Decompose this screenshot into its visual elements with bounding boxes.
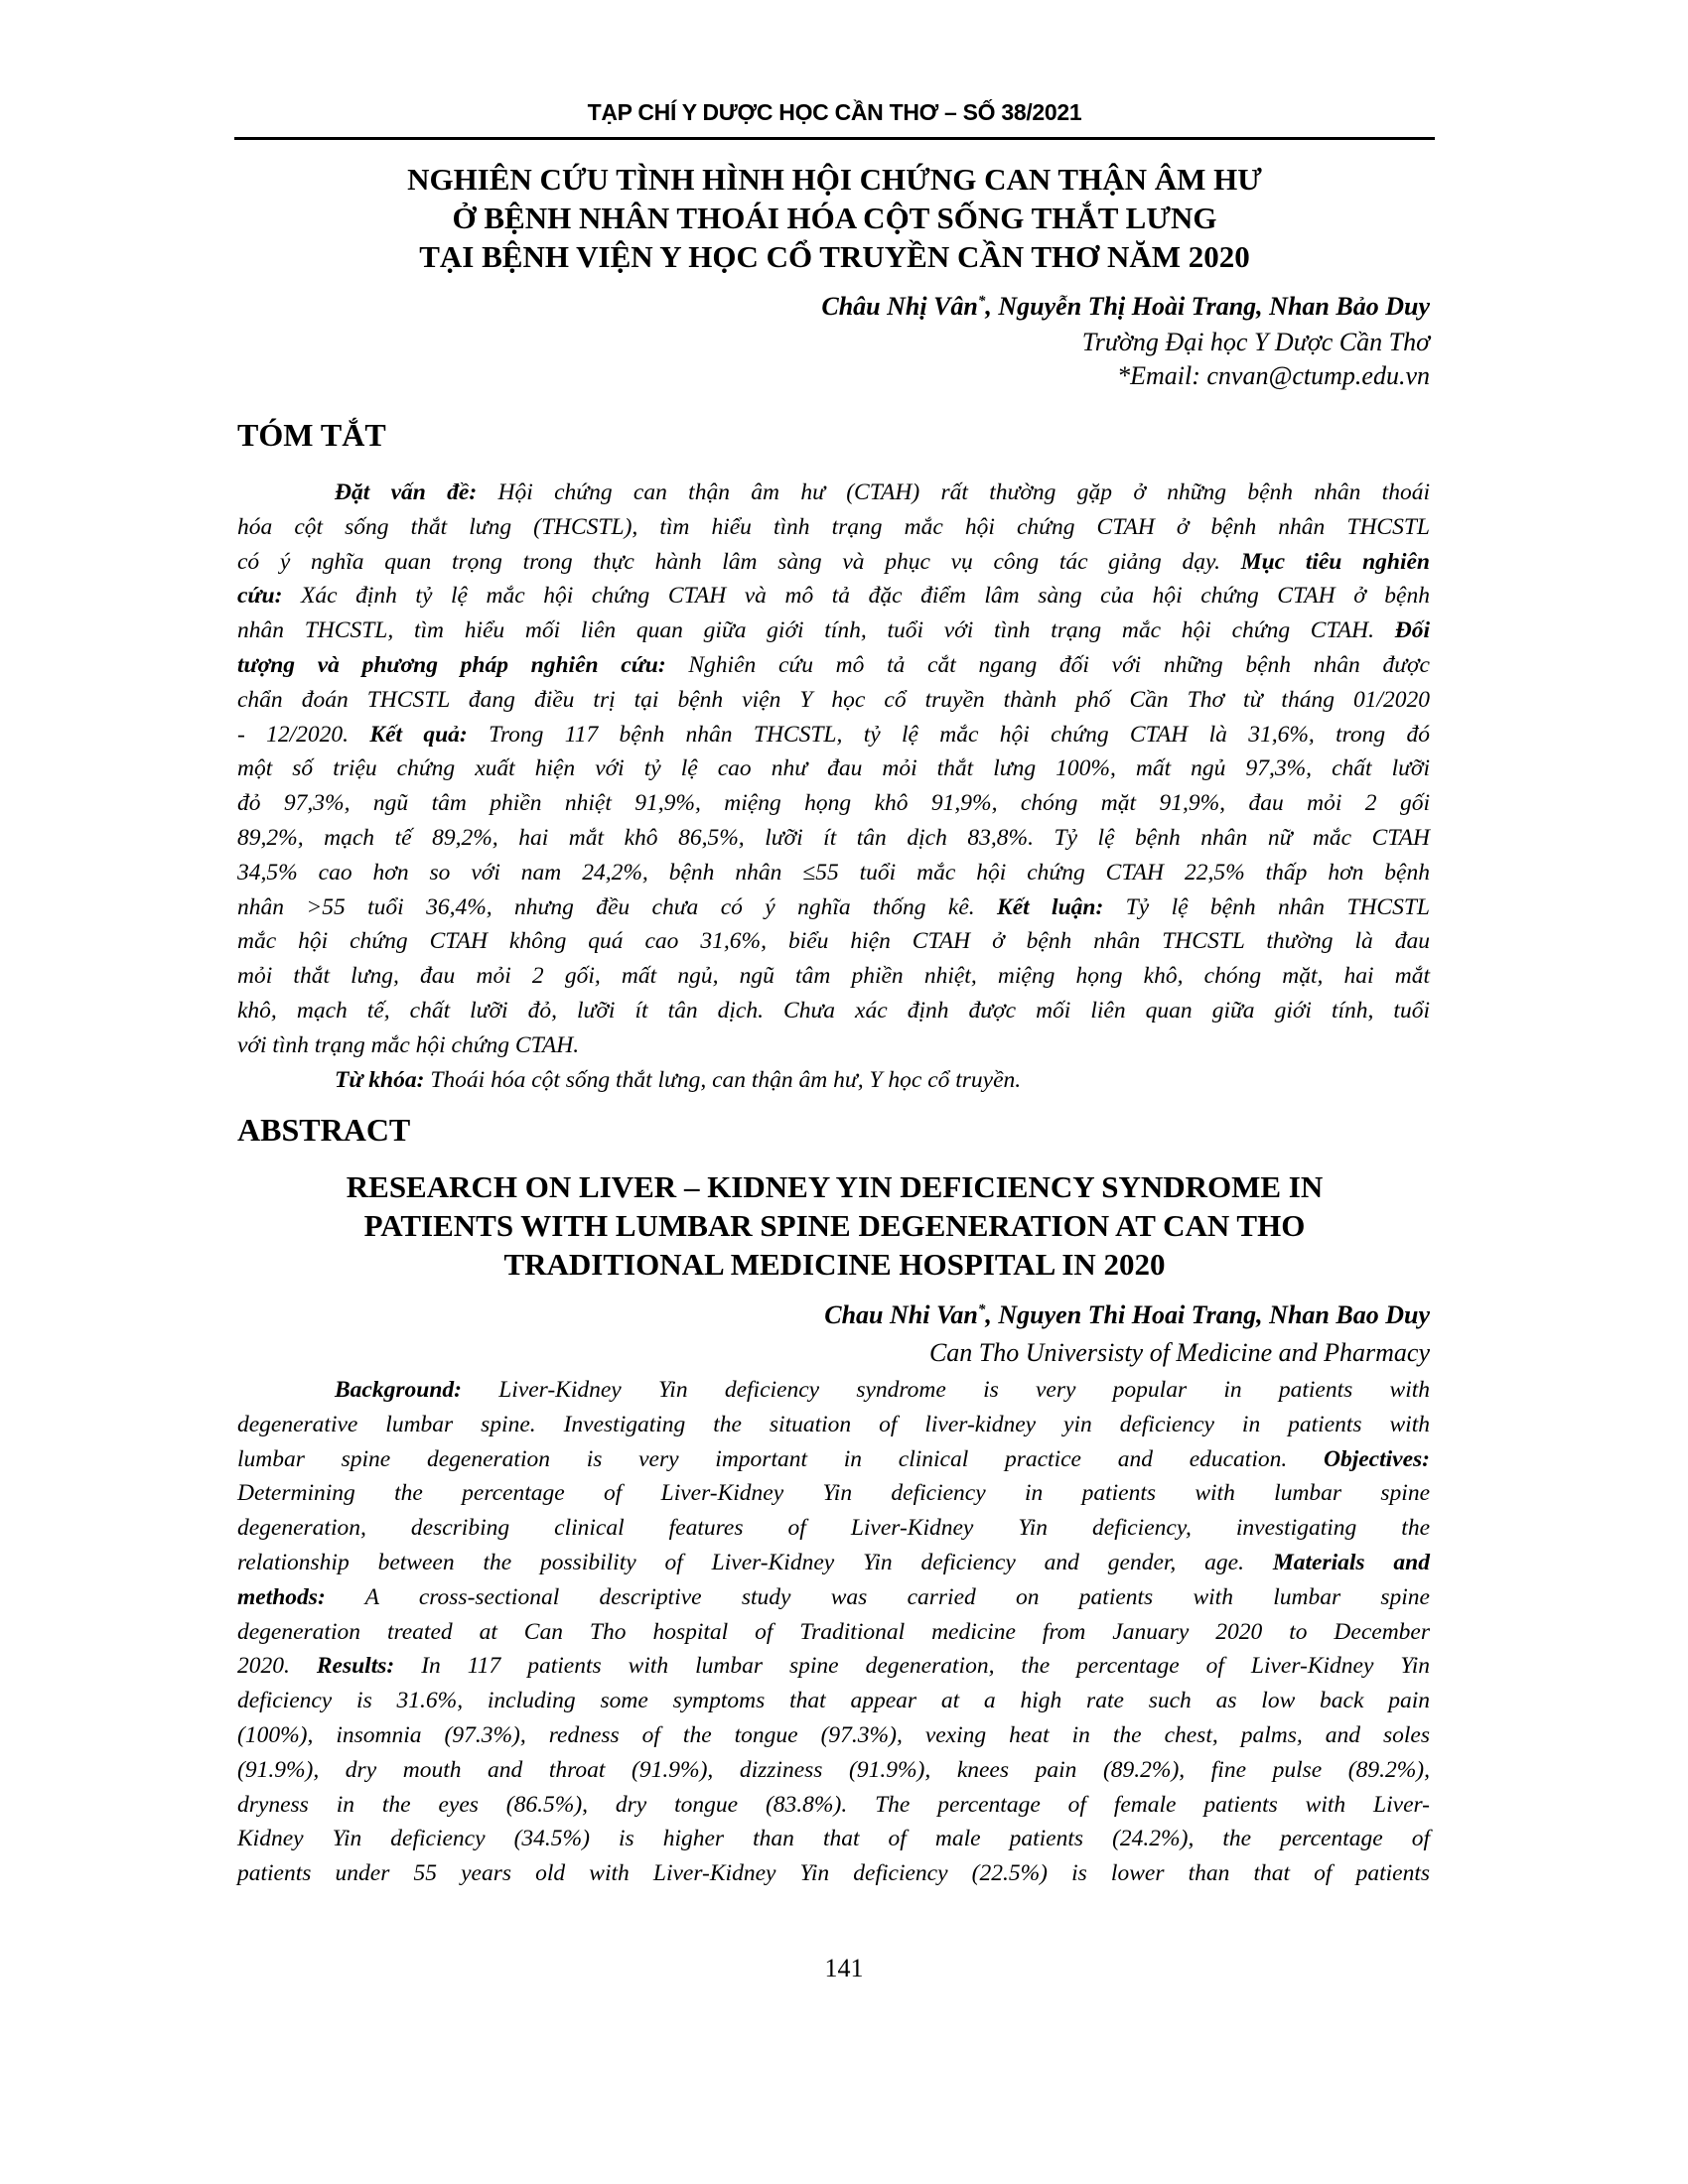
abstract-line xyxy=(237,994,1430,1028)
abstract-label: Background: xyxy=(335,1377,462,1403)
abstract-text: (100%), insomnia (97.3%), redness of the tongue (97.3%), vexing heat in the chest, palms, and soles xyxy=(237,1721,1430,1748)
vi-affiliation: Trường Đại học Y Dược Cần Thơ xyxy=(1081,328,1430,356)
abstract-line xyxy=(237,751,1430,786)
title-line: TẠI BỆNH VIỆN Y HỌC CỔ TRUYỀN CẦN THƠ NĂM 2020 xyxy=(419,239,1250,274)
abstract-line xyxy=(237,1442,1430,1477)
abstract-text: Nghiên cứu mô tả cắt ngang đối với những bệnh nhân được xyxy=(665,651,1430,678)
author-names: , Nguyễn Thị Hoài Trang, Nhan Bảo Duy xyxy=(985,292,1430,321)
abstract-line xyxy=(237,614,1430,648)
abstract-label: Đặt vấn đề: xyxy=(335,479,478,505)
abstract-line xyxy=(237,718,1430,752)
abstract-text: đỏ 97,3%, ngũ tâm phiền nhiệt 91,9%, miệng họng khô 91,9%, chóng mặt 91,9%, đau mỏi 2 gối xyxy=(237,790,1430,817)
author-names: , Nguyen Thi Hoai Trang, Nhan Bao Duy xyxy=(985,1300,1430,1329)
en-title xyxy=(234,1167,1435,1284)
title-line: NGHIÊN CỨU TÌNH HÌNH HỘI CHỨNG CAN THẬN ÂM HƯ xyxy=(407,162,1262,197)
abstract-text: với tình trạng mắc hội chứng CTAH. xyxy=(237,1031,580,1058)
abstract-text: Tỷ lệ bệnh nhân THCSTL xyxy=(1103,893,1430,920)
abstract-line xyxy=(237,1476,1430,1511)
abstract-label: Results: xyxy=(316,1653,395,1680)
abstract-line xyxy=(237,1028,1430,1063)
corresponding-mark: * xyxy=(977,293,986,310)
abstract-line xyxy=(237,1788,1430,1823)
abstract-text: lumbar spine degeneration is very important in clinical practice and education. xyxy=(237,1445,1324,1472)
abstract-text: mắc hội chứng CTAH không quá cao 31,6%, biểu hiện CTAH ở bệnh nhân THCSTL thường là đau xyxy=(237,928,1430,955)
corresponding-mark: * xyxy=(977,1301,986,1318)
vi-authors xyxy=(234,292,1430,322)
en-affiliation: Can Tho Universisty of Medicine and Pharmacy xyxy=(928,1338,1430,1367)
abstract-label: cứu: xyxy=(237,583,283,610)
abstract-text: Kidney Yin deficiency (34.5%) is higher than that of male patients (24.2%), the percentage of xyxy=(237,1826,1430,1852)
abstract-text: Hội chứng can thận âm hư (CTAH) rất thường gặp ở những bệnh nhân thoái xyxy=(477,479,1430,505)
en-abstract xyxy=(237,1373,1430,1891)
vi-abstract xyxy=(237,476,1430,1097)
abstract-line xyxy=(237,959,1430,994)
abstract-line xyxy=(237,1856,1430,1891)
abstract-label: Materials and xyxy=(1272,1549,1431,1575)
page-number: 141 xyxy=(824,1954,864,1982)
abstract-label: methods: xyxy=(237,1583,326,1610)
abstract-text: Determining the percentage of Liver-Kidney Yin deficiency in patients with lumbar spine xyxy=(237,1480,1430,1507)
abstract-text: nhân >55 tuổi 36,4%, nhưng đều chưa có ý nghĩa thống kê. xyxy=(237,893,998,920)
abstract-line xyxy=(237,856,1430,890)
abstract-text: A cross-sectional descriptive study was carried on patients with lumbar spine xyxy=(325,1583,1430,1610)
abstract-line xyxy=(237,821,1430,856)
abstract-text: một số triệu chứng xuất hiện với tỷ lệ cao như đau mỏi thắt lưng 100%, mất ngủ 97,3%, chất lưỡi xyxy=(237,755,1430,782)
abstract-text: Xác định tỷ lệ mắc hội chứng CTAH và mô tả đặc điểm lâm sàng của hội chứng CTAH ở bệnh xyxy=(282,583,1430,610)
abstract-line xyxy=(237,476,1430,510)
abstract-line xyxy=(237,924,1430,959)
abstract-line xyxy=(237,579,1430,614)
abstract-text: deficiency is 31.6%, including some symptoms that appear at a high rate such as low back pain xyxy=(237,1688,1430,1714)
abstract-text: degeneration, describing clinical features of Liver-Kidney Yin deficiency, investigating the xyxy=(237,1515,1430,1542)
abstract-line xyxy=(237,510,1430,545)
abstract-label: Đối xyxy=(1394,617,1430,644)
abstract-line xyxy=(237,1753,1430,1788)
abstract-line xyxy=(237,786,1430,821)
title-line: Ở BỆNH NHÂN THOÁI HÓA CỘT SỐNG THẮT LƯNG xyxy=(452,201,1217,235)
abstract-text: Liver-Kidney Yin deficiency syndrome is very popular in patients with xyxy=(461,1377,1430,1403)
abstract-label: Kết quả: xyxy=(369,721,468,748)
abstract-text: degeneration treated at Can Tho hospital of Traditional medicine from January 2020 to December xyxy=(237,1618,1430,1645)
abstract-line xyxy=(237,683,1430,718)
abstract-line xyxy=(237,1580,1430,1615)
abstract-text: In 117 patients with lumbar spine degeneration, the percentage of Liver-Kidney Yin xyxy=(394,1653,1430,1680)
section-heading-abstract: ABSTRACT xyxy=(237,1112,411,1148)
abstract-text: 89,2%, mạch tế 89,2%, hai mắt khô 86,5%, lưỡi ít tân dịch 83,8%. Tỷ lệ bệnh nhân nữ mắc CTAH xyxy=(237,824,1430,851)
abstract-label: Kết luận: xyxy=(997,893,1104,920)
abstract-line xyxy=(237,1373,1430,1408)
section-heading-tom-tat: TÓM TẮT xyxy=(237,417,386,453)
title-line: RESEARCH ON LIVER – KIDNEY YIN DEFICIENCY SYNDROME IN xyxy=(346,1169,1324,1204)
abstract-line xyxy=(237,1718,1430,1753)
contact-email: *Email: cnvan@ctump.edu.vn xyxy=(1117,361,1430,390)
abstract-text: hóa cột sống thắt lưng (THCSTL), tìm hiểu tình trạng mắc hội chứng CTAH ở bệnh nhân THCSTL xyxy=(237,513,1430,540)
abstract-line xyxy=(237,1615,1430,1650)
abstract-text: 2020. xyxy=(237,1653,317,1680)
abstract-line xyxy=(237,1684,1430,1718)
abstract-line xyxy=(237,1546,1430,1580)
abstract-text: nhân THCSTL, tìm hiểu mối liên quan giữa giới tính, tuổi với tình trạng mắc hội chứng CTAH. xyxy=(237,617,1395,644)
abstract-text: dryness in the eyes (86.5%), dry tongue (83.8%). The percentage of female patients with Liver- xyxy=(237,1791,1430,1818)
abstract-label: tượng và phương pháp nghiên cứu: xyxy=(237,651,666,678)
title-line: PATIENTS WITH LUMBAR SPINE DEGENERATION AT CAN THO xyxy=(363,1208,1306,1243)
abstract-line xyxy=(237,1822,1430,1856)
abstract-text: Trong 117 bệnh nhân THCSTL, tỷ lệ mắc hội chứng CTAH là 31,6%, trong đó xyxy=(467,721,1430,748)
abstract-text: 34,5% cao hơn so với nam 24,2%, bệnh nhân ≤55 tuổi mắc hội chứng CTAH 22,5% thấp hơn bệnh xyxy=(237,859,1430,886)
abstract-text: - 12/2020. xyxy=(237,721,370,748)
abstract-text: có ý nghĩa quan trọng trong thực hành lâm sàng và phục vụ công tác giảng dạy. xyxy=(237,548,1241,575)
abstract-text: (91.9%), dry mouth and throat (91.9%), dizziness (91.9%), knees pain (89.2%), fine pulse (89.2%), xyxy=(237,1756,1430,1783)
vi-title xyxy=(234,160,1435,276)
author-name: Châu Nhị Vân xyxy=(821,292,978,321)
abstract-line xyxy=(237,545,1430,580)
abstract-text: mỏi thắt lưng, đau mỏi 2 gối, mất ngủ, ngũ tâm phiền nhiệt, miệng họng khô, chóng mặt, hai mắt xyxy=(237,963,1430,990)
abstract-line xyxy=(237,1649,1430,1684)
abstract-line xyxy=(237,1408,1430,1442)
abstract-line xyxy=(237,648,1430,683)
abstract-text: relationship between the possibility of Liver-Kidney Yin deficiency and gender, age. xyxy=(237,1549,1273,1575)
header-divider xyxy=(234,137,1435,140)
abstract-line xyxy=(237,1063,1430,1098)
abstract-line xyxy=(237,890,1430,925)
journal-header: TẠP CHÍ Y DƯỢC HỌC CẦN THƠ – SỐ 38/2021 xyxy=(587,99,1082,125)
abstract-text: khô, mạch tế, chất lưỡi đỏ, lưỡi ít tân dịch. Chưa xác định được mối liên quan giữa giới tính, tuổi xyxy=(237,997,1430,1024)
en-authors xyxy=(234,1300,1430,1330)
abstract-line xyxy=(237,1511,1430,1546)
abstract-text: Thoái hóa cột sống thắt lưng, can thận âm hư, Y học cổ truyền. xyxy=(424,1066,1022,1093)
abstract-label: Mục tiêu nghiên xyxy=(1240,548,1430,575)
abstract-text: patients under 55 years old with Liver-Kidney Yin deficiency (22.5%) is lower than that of patients xyxy=(237,1860,1430,1887)
abstract-label: Từ khóa: xyxy=(335,1066,425,1093)
author-name: Chau Nhi Van xyxy=(824,1300,978,1329)
title-line: TRADITIONAL MEDICINE HOSPITAL IN 2020 xyxy=(503,1247,1166,1282)
abstract-label: Objectives: xyxy=(1323,1445,1430,1472)
abstract-text: degenerative lumbar spine. Investigating the situation of liver-kidney yin deficiency in patients with xyxy=(237,1411,1430,1437)
abstract-text: chẩn đoán THCSTL đang điều trị tại bệnh viện Y học cổ truyền thành phố Cần Thơ từ tháng 01/2020 xyxy=(237,686,1430,713)
